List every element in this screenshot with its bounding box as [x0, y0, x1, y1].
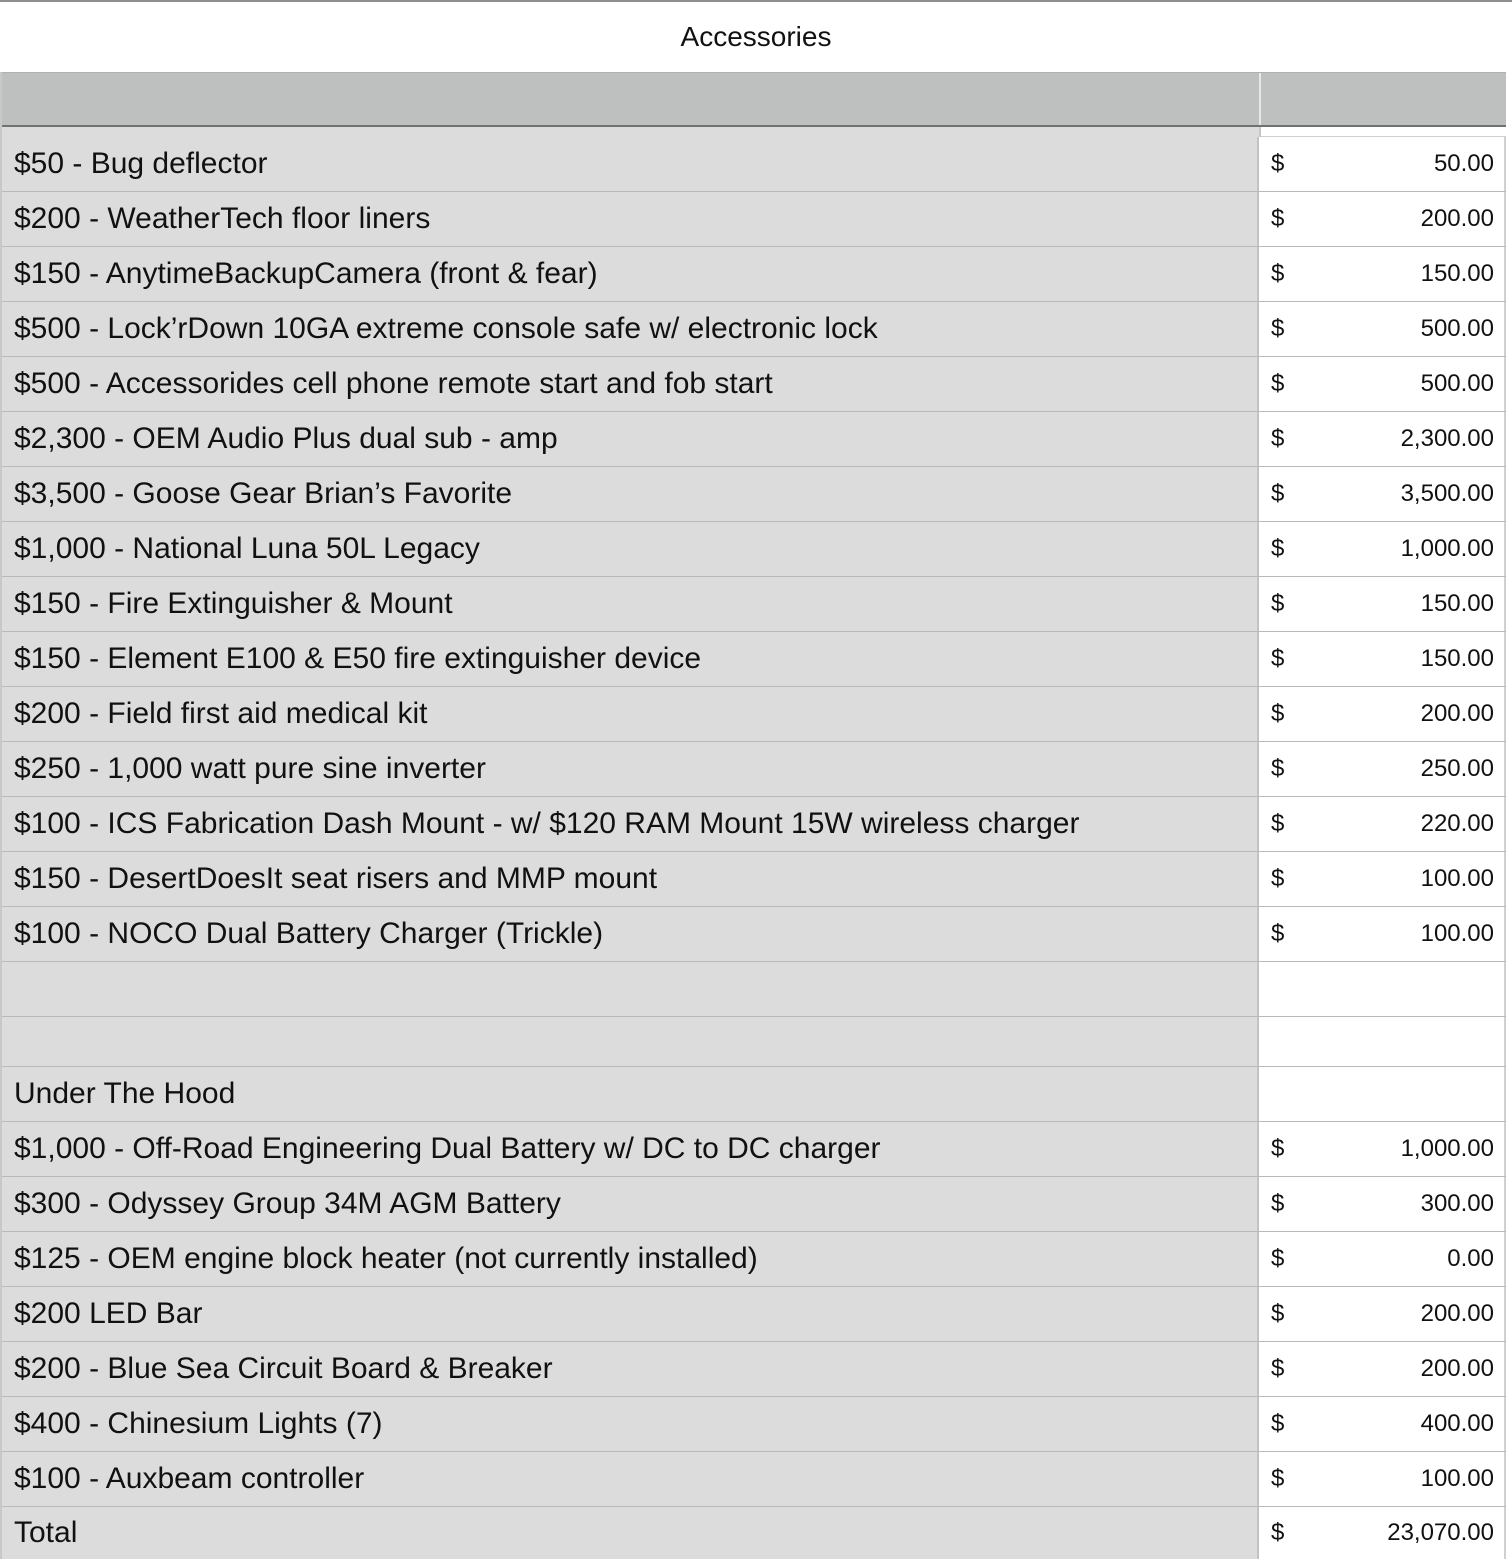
- currency-symbol: $: [1271, 645, 1285, 672]
- amount-value: 3,500.00: [1400, 480, 1494, 507]
- table-row: [2, 412, 1506, 467]
- item-cell[interactable]: $3,500 - Goose Gear Brian’s Favorite: [2, 467, 1259, 521]
- amount-value: 200.00: [1420, 1355, 1494, 1382]
- amount-cell[interactable]: [1259, 1287, 1506, 1341]
- amount-value: 150.00: [1420, 590, 1494, 617]
- amount-cell[interactable]: [1259, 1452, 1506, 1506]
- amount-value: 1,000.00: [1400, 1135, 1494, 1162]
- amount-value: 500.00: [1420, 370, 1494, 397]
- currency-symbol: $: [1271, 920, 1285, 947]
- item-cell[interactable]: $1,000 - National Luna 50L Legacy: [2, 522, 1259, 576]
- amount-value: 1,000.00: [1400, 535, 1494, 562]
- currency-symbol: $: [1271, 1355, 1285, 1382]
- amount-cell[interactable]: [1259, 467, 1506, 521]
- spreadsheet-table[interactable]: [0, 72, 1506, 1559]
- amount-cell[interactable]: [1259, 1232, 1506, 1286]
- item-cell[interactable]: $200 - WeatherTech floor liners: [2, 192, 1259, 246]
- amount-value: 200.00: [1420, 700, 1494, 727]
- currency-symbol: $: [1271, 425, 1285, 452]
- currency-symbol: $: [1271, 810, 1285, 837]
- currency-symbol: $: [1271, 1465, 1285, 1492]
- amount-cell[interactable]: [1259, 1507, 1506, 1559]
- table-row: [2, 577, 1506, 632]
- item-cell[interactable]: $150 - Element E100 & E50 fire extinguisher device: [2, 632, 1259, 686]
- item-cell[interactable]: Total: [2, 1507, 1259, 1559]
- amount-cell[interactable]: [1259, 357, 1506, 411]
- currency-symbol: $: [1271, 260, 1285, 287]
- table-row: [2, 1177, 1506, 1232]
- currency-symbol: $: [1271, 480, 1285, 507]
- table-row: [2, 1507, 1506, 1559]
- item-cell[interactable]: $300 - Odyssey Group 34M AGM Battery: [2, 1177, 1259, 1231]
- amount-value: 2,300.00: [1400, 425, 1494, 452]
- amount-cell[interactable]: [1259, 962, 1506, 1016]
- currency-symbol: $: [1271, 700, 1285, 727]
- table-row: [2, 632, 1506, 687]
- item-cell[interactable]: $125 - OEM engine block heater (not currently installed): [2, 1232, 1259, 1286]
- amount-cell[interactable]: [1259, 247, 1506, 301]
- amount-cell[interactable]: [1259, 1342, 1506, 1396]
- amount-cell[interactable]: [1259, 852, 1506, 906]
- item-cell[interactable]: $200 - Field first aid medical kit: [2, 687, 1259, 741]
- table-row: [2, 357, 1506, 412]
- header-cell-amount[interactable]: [1261, 73, 1506, 125]
- item-cell[interactable]: $150 - Fire Extinguisher & Mount: [2, 577, 1259, 631]
- item-cell[interactable]: $150 - DesertDoesIt seat risers and MMP mount: [2, 852, 1259, 906]
- currency-symbol: $: [1271, 1245, 1285, 1272]
- currency-symbol: $: [1271, 755, 1285, 782]
- amount-cell[interactable]: [1259, 1122, 1506, 1176]
- item-cell[interactable]: Under The Hood: [2, 1067, 1259, 1121]
- table-row: [2, 302, 1506, 357]
- currency-symbol: $: [1271, 1190, 1285, 1217]
- table-row: [2, 522, 1506, 577]
- table-row: [2, 1397, 1506, 1452]
- item-cell[interactable]: $400 - Chinesium Lights (7): [2, 1397, 1259, 1451]
- item-cell[interactable]: [2, 962, 1259, 1016]
- amount-value: 100.00: [1420, 920, 1494, 947]
- item-cell[interactable]: $50 - Bug deflector: [2, 137, 1259, 191]
- table-row: [2, 962, 1506, 1017]
- amount-cell[interactable]: [1259, 577, 1506, 631]
- amount-value: 500.00: [1420, 315, 1494, 342]
- amount-cell[interactable]: [1259, 1017, 1506, 1066]
- amount-cell[interactable]: [1259, 797, 1506, 851]
- amount-value: 250.00: [1420, 755, 1494, 782]
- amount-value: 0.00: [1447, 1245, 1494, 1272]
- frozen-row-divider: [2, 127, 1506, 137]
- amount-value: 200.00: [1420, 205, 1494, 232]
- table-body: [2, 137, 1506, 1559]
- amount-cell[interactable]: [1259, 1067, 1506, 1121]
- header-row[interactable]: [2, 72, 1506, 127]
- item-cell[interactable]: $100 - NOCO Dual Battery Charger (Trickle): [2, 907, 1259, 961]
- item-cell[interactable]: $150 - AnytimeBackupCamera (front & fear): [2, 247, 1259, 301]
- sheet-title: Accessories: [680, 21, 832, 52]
- amount-value: 150.00: [1420, 645, 1494, 672]
- currency-symbol: $: [1271, 1410, 1285, 1437]
- currency-symbol: $: [1271, 1519, 1285, 1546]
- header-cell-item[interactable]: [2, 73, 1261, 125]
- table-row: [2, 467, 1506, 522]
- item-cell[interactable]: $1,000 - Off-Road Engineering Dual Battery w/ DC to DC charger: [2, 1122, 1259, 1176]
- amount-cell[interactable]: [1259, 742, 1506, 796]
- item-cell[interactable]: $200 LED Bar: [2, 1287, 1259, 1341]
- table-row: [2, 907, 1506, 962]
- table-row: [2, 1287, 1506, 1342]
- item-cell[interactable]: $100 - Auxbeam controller: [2, 1452, 1259, 1506]
- table-row: [2, 797, 1506, 852]
- currency-symbol: $: [1271, 370, 1285, 397]
- amount-value: 100.00: [1420, 865, 1494, 892]
- table-row: [2, 742, 1506, 797]
- item-cell[interactable]: $500 - Accessorides cell phone remote start and fob start: [2, 357, 1259, 411]
- table-row: [2, 687, 1506, 742]
- amount-cell[interactable]: [1259, 632, 1506, 686]
- table-row: [2, 1122, 1506, 1177]
- amount-cell[interactable]: [1259, 302, 1506, 356]
- currency-symbol: $: [1271, 865, 1285, 892]
- amount-cell[interactable]: [1259, 137, 1506, 191]
- amount-value: 220.00: [1420, 810, 1494, 837]
- amount-value: 400.00: [1420, 1410, 1494, 1437]
- amount-cell[interactable]: [1259, 907, 1506, 961]
- item-cell[interactable]: $2,300 - OEM Audio Plus dual sub - amp: [2, 412, 1259, 466]
- table-row: [2, 247, 1506, 302]
- item-cell[interactable]: $500 - Lock’rDown 10GA extreme console safe w/ electronic lock: [2, 302, 1259, 356]
- table-row: [2, 192, 1506, 247]
- table-row: [2, 1232, 1506, 1287]
- table-row: [2, 1342, 1506, 1397]
- amount-value: 150.00: [1420, 260, 1494, 287]
- amount-cell[interactable]: [1259, 1397, 1506, 1451]
- amount-cell[interactable]: [1259, 687, 1506, 741]
- amount-cell[interactable]: [1259, 192, 1506, 246]
- currency-symbol: $: [1271, 315, 1285, 342]
- currency-symbol: $: [1271, 535, 1285, 562]
- item-cell[interactable]: $100 - ICS Fabrication Dash Mount - w/ $120 RAM Mount 15W wireless charger: [2, 797, 1259, 851]
- item-cell[interactable]: [2, 1017, 1259, 1066]
- table-row: [2, 137, 1506, 192]
- amount-cell[interactable]: [1259, 1177, 1506, 1231]
- currency-symbol: $: [1271, 1135, 1285, 1162]
- amount-cell[interactable]: [1259, 412, 1506, 466]
- amount-value: 200.00: [1420, 1300, 1494, 1327]
- amount-value: 300.00: [1420, 1190, 1494, 1217]
- amount-value: 23,070.00: [1387, 1519, 1494, 1546]
- currency-symbol: $: [1271, 1300, 1285, 1327]
- item-cell[interactable]: $200 - Blue Sea Circuit Board & Breaker: [2, 1342, 1259, 1396]
- item-cell[interactable]: $250 - 1,000 watt pure sine inverter: [2, 742, 1259, 796]
- currency-symbol: $: [1271, 150, 1285, 177]
- amount-cell[interactable]: [1259, 522, 1506, 576]
- currency-symbol: $: [1271, 205, 1285, 232]
- amount-value: 100.00: [1420, 1465, 1494, 1492]
- table-row: [2, 1067, 1506, 1122]
- table-row: [2, 1452, 1506, 1507]
- amount-value: 50.00: [1433, 150, 1494, 177]
- table-row: [2, 852, 1506, 907]
- currency-symbol: $: [1271, 590, 1285, 617]
- table-row: [2, 1017, 1506, 1067]
